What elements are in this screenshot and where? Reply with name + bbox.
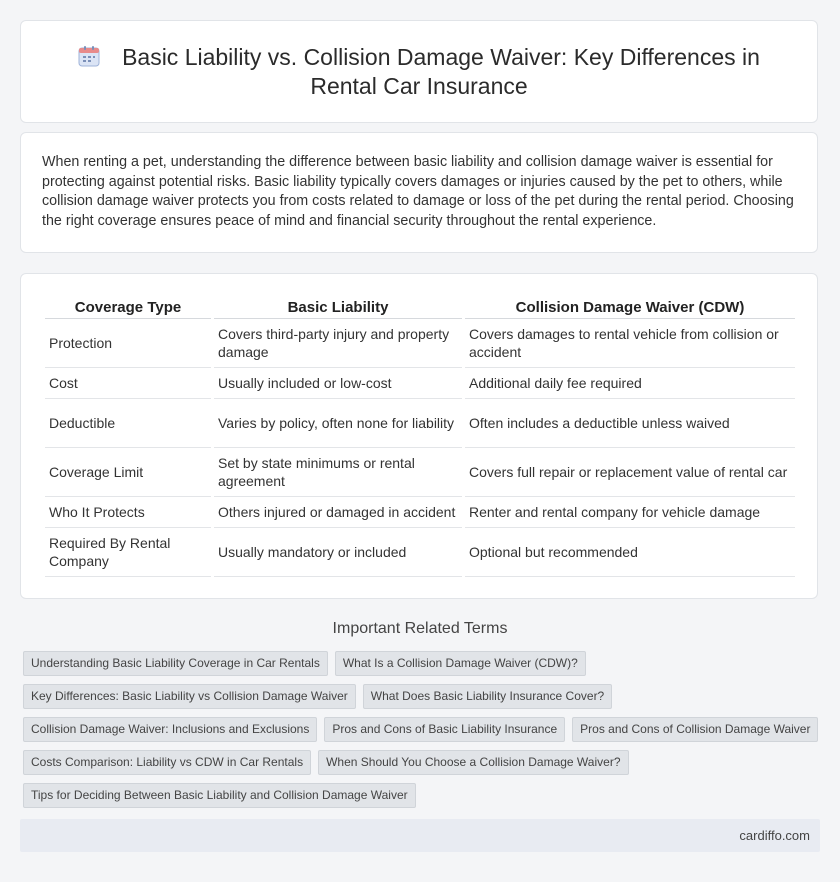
table-cell: Who It Protects (45, 497, 211, 528)
table-row (45, 319, 795, 368)
title-card (20, 20, 818, 123)
site-link[interactable]: cardiffo.com (739, 828, 810, 843)
table-cell: Protection (45, 319, 211, 368)
table-cell: Coverage Limit (45, 448, 211, 497)
table-cell: Renter and rental company for vehicle damage (465, 497, 795, 528)
footer (20, 819, 820, 852)
related-term-tag[interactable]: Collision Damage Waiver: Inclusions and Exclusions (23, 717, 317, 742)
column-header: Coverage Type (45, 296, 211, 319)
title-text: Basic Liability vs. Collision Damage Waiver: Key Differences in Rental Car Insurance (122, 44, 760, 99)
table-cell: Usually mandatory or included (214, 528, 462, 577)
tag-row (23, 750, 823, 775)
related-terms-list (23, 651, 823, 816)
table-cell: Optional but recommended (465, 528, 795, 577)
related-term-tag[interactable]: Understanding Basic Liability Coverage in Car Rentals (23, 651, 328, 676)
table-cell: Often includes a deductible unless waived (465, 399, 795, 448)
column-header: Basic Liability (214, 296, 462, 319)
related-terms-heading: Important Related Terms (332, 620, 508, 637)
table-row (45, 399, 795, 448)
table-cell: Set by state minimums or rental agreement (214, 448, 462, 497)
table-cell: Required By Rental Company (45, 528, 211, 577)
table-cell: Deductible (45, 399, 211, 448)
table-row (45, 528, 795, 577)
table-cell: Usually included or low-cost (214, 368, 462, 399)
table-cell: Cost (45, 368, 211, 399)
table-cell: Covers full repair or replacement value of rental car (465, 448, 795, 497)
related-term-tag[interactable]: Costs Comparison: Liability vs CDW in Car Rentals (23, 750, 311, 775)
intro-paragraph: When renting a pet, understanding the difference between basic liability and collision damage waiver is essential for protecting against potential risks. Basic liability typically covers damages or injuries caused by the pet to others, while collision damage waiver protects you from costs related to damage or loss of the pet during the rental period. Choosing the right coverage ensures peace of mind and financial security throughout the rental experience. (42, 154, 794, 229)
tag-row (23, 783, 823, 808)
table-cell: Varies by policy, often none for liability (214, 399, 462, 448)
column-header: Collision Damage Waiver (CDW) (465, 296, 795, 319)
calendar-icon (78, 45, 100, 67)
comparison-table-card (20, 273, 818, 599)
tag-row (23, 684, 823, 709)
intro-card (20, 132, 818, 253)
table-cell: Covers damages to rental vehicle from collision or accident (465, 319, 795, 368)
table-cell: Additional daily fee required (465, 368, 795, 399)
table-cell: Covers third-party injury and property damage (214, 319, 462, 368)
related-term-tag[interactable]: Key Differences: Basic Liability vs Collision Damage Waiver (23, 684, 356, 709)
related-term-tag[interactable]: What Is a Collision Damage Waiver (CDW)? (335, 651, 586, 676)
related-term-tag[interactable]: What Does Basic Liability Insurance Cover? (363, 684, 612, 709)
related-term-tag[interactable]: Tips for Deciding Between Basic Liability and Collision Damage Waiver (23, 783, 416, 808)
tag-row (23, 651, 823, 676)
related-term-tag[interactable]: Pros and Cons of Collision Damage Waiver (572, 717, 818, 742)
comparison-table (42, 296, 798, 577)
table-header-row (45, 296, 795, 319)
related-term-tag[interactable]: Pros and Cons of Basic Liability Insurance (324, 717, 565, 742)
page-title (78, 44, 760, 99)
table-row (45, 497, 795, 528)
tag-row (23, 717, 823, 742)
table-row (45, 448, 795, 497)
table-cell: Others injured or damaged in accident (214, 497, 462, 528)
related-term-tag[interactable]: When Should You Choose a Collision Damage Waiver? (318, 750, 628, 775)
table-row (45, 368, 795, 399)
